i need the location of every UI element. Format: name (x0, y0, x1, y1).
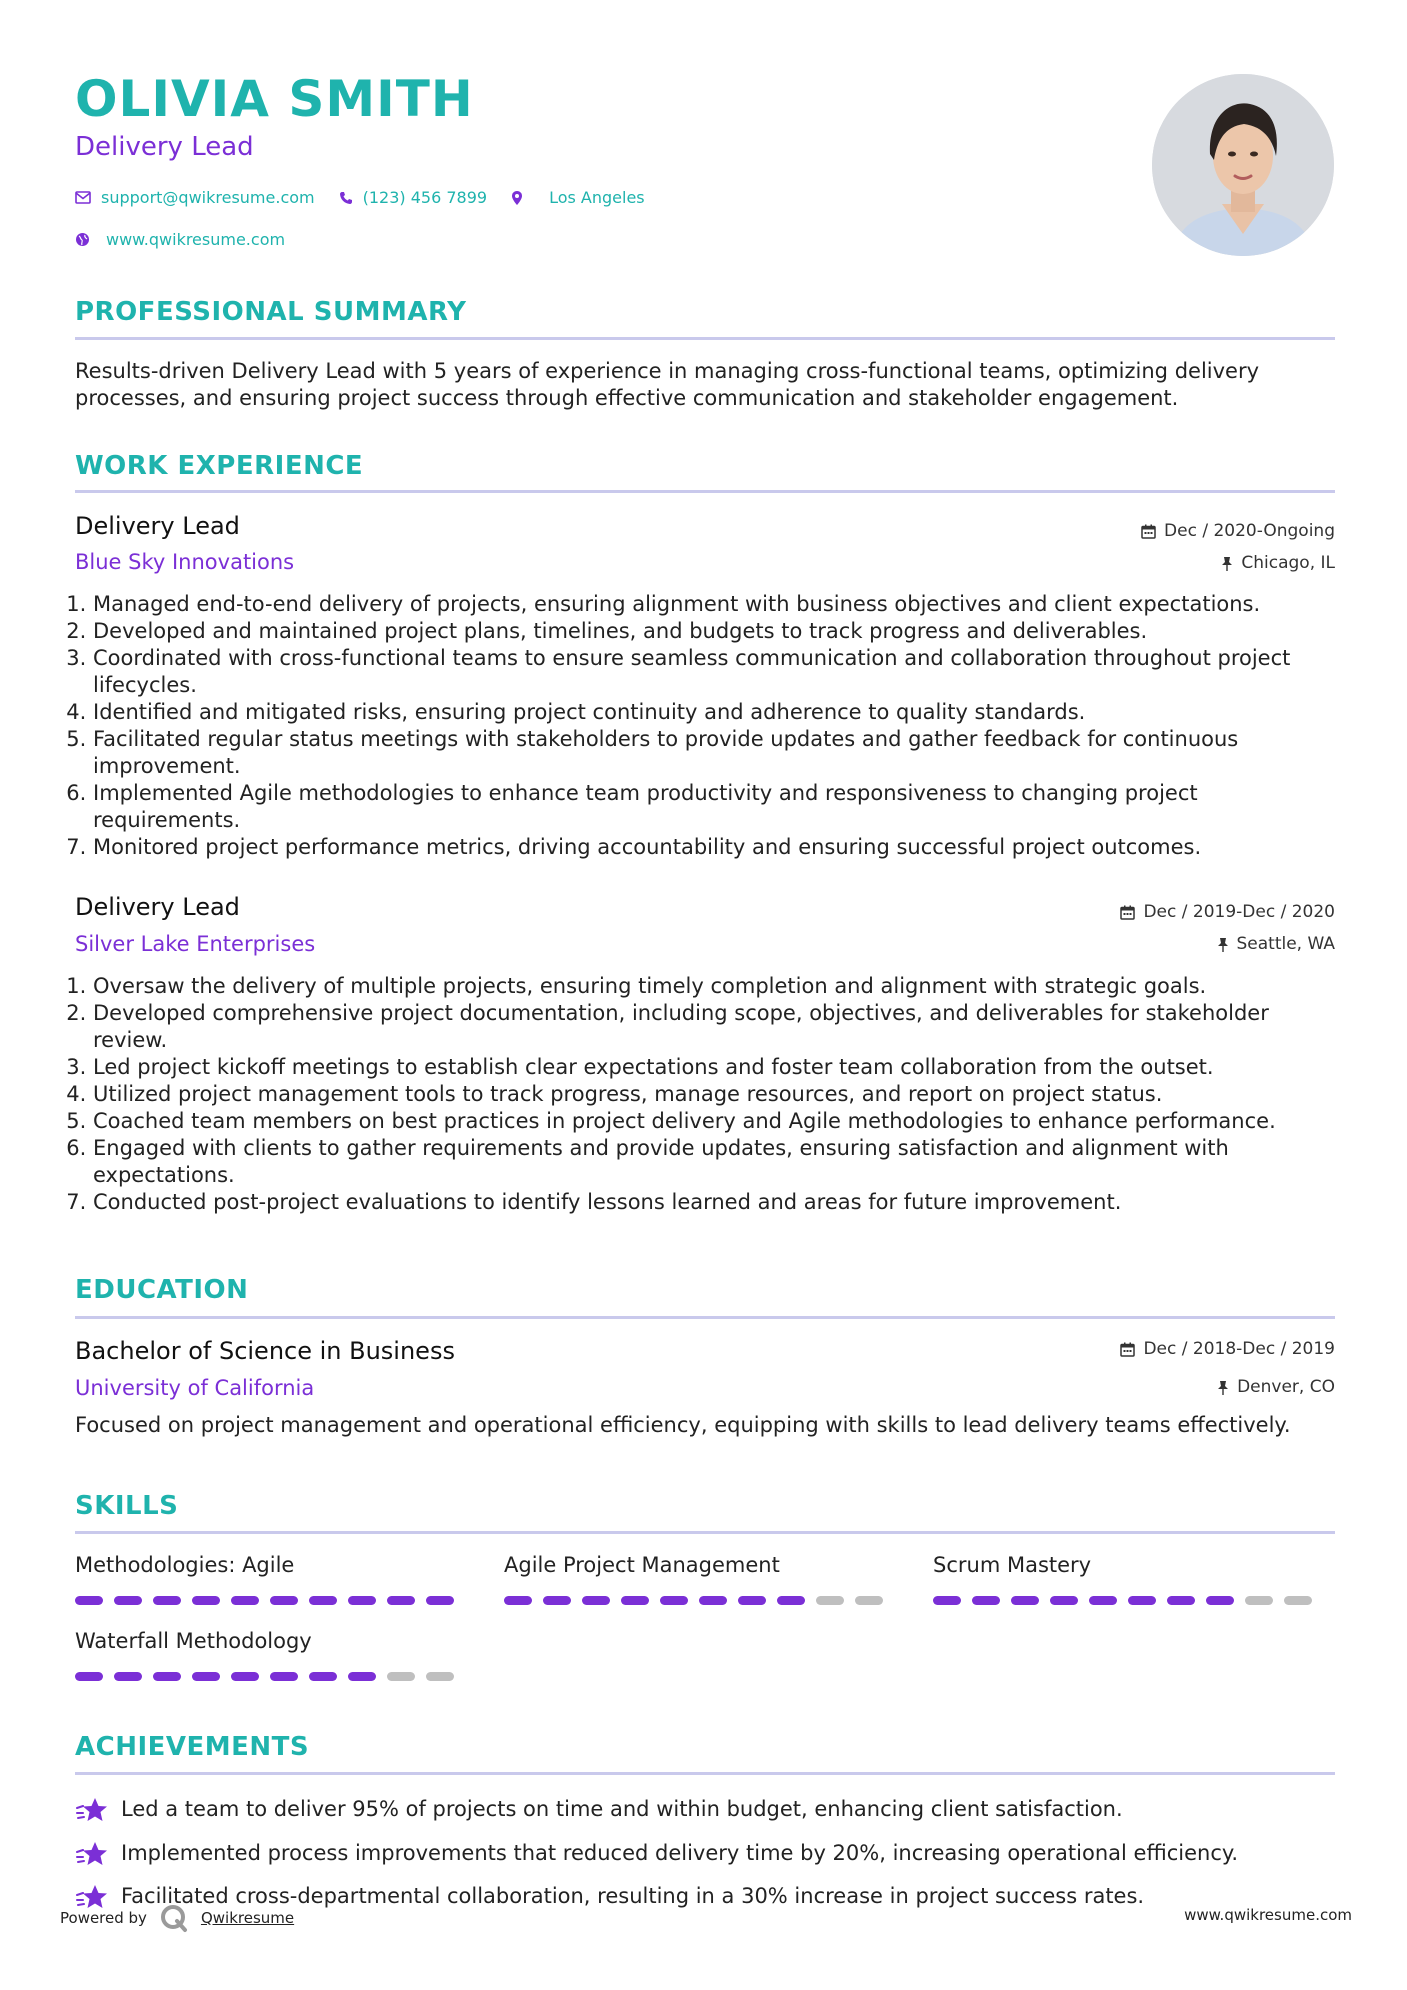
achievement-text: Implemented process improvements that reduced delivery time by 20%, increasing operational efficiency. (121, 1841, 1239, 1866)
map-pin-icon (511, 190, 523, 206)
list-item: 6. Implemented Agile methodologies to enhance team productivity and responsiveness to changing project requirements. (93, 780, 1343, 834)
skill-dash-filled (348, 1672, 376, 1681)
skill-dash-empty (855, 1596, 883, 1605)
achievement-item (75, 1840, 1238, 1868)
location-text: Los Angeles (549, 188, 645, 207)
list-item: 2. Developed comprehensive project documentation, including scope, objectives, and deliverables for stakeholder review. (93, 1000, 1343, 1054)
list-item: 3. Coordinated with cross-functional teams to ensure seamless communication and collaboration throughout project lifecycles. (93, 645, 1343, 699)
skill-dash-filled (231, 1596, 259, 1605)
skill-level-bar (75, 1672, 454, 1681)
skill-dash-empty (1284, 1596, 1312, 1605)
phone-icon (339, 191, 353, 205)
skill-label: Agile Project Management (504, 1553, 780, 1577)
job-company: Blue Sky Innovations (75, 550, 295, 574)
skill-dash-filled (660, 1596, 688, 1605)
skill-level-bar (504, 1596, 883, 1605)
list-item: 1. Oversaw the delivery of multiple projects, ensuring timely completion and alignment with strategic goals. (93, 973, 1343, 1000)
pushpin-icon (1217, 1380, 1229, 1395)
job-dates (1141, 521, 1335, 541)
skill-dash-filled (192, 1672, 220, 1681)
skill-dash-filled (348, 1596, 376, 1605)
skill-dash-filled (1167, 1596, 1195, 1605)
skill-item (504, 1553, 883, 1605)
skill-dash-filled (426, 1596, 454, 1605)
skill-dash-filled (153, 1596, 181, 1605)
skill-dash-filled (114, 1596, 142, 1605)
skill-dash-filled (738, 1596, 766, 1605)
skill-dash-filled (192, 1596, 220, 1605)
achievement-text: Facilitated cross-departmental collaboration, resulting in a 30% increase in project success rates. (121, 1884, 1145, 1909)
skill-dash-filled (504, 1596, 532, 1605)
skill-dash-filled (933, 1596, 961, 1605)
footer-site[interactable]: www.qwikresume.com (1184, 1906, 1352, 1924)
summary-heading: PROFESSIONAL SUMMARY (75, 297, 467, 327)
skill-dash-filled (543, 1596, 571, 1605)
skill-dash-filled (270, 1672, 298, 1681)
footer-branding (60, 1903, 294, 1933)
list-item: 2. Developed and maintained project plans, timelines, and budgets to track progress and deliverables. (93, 618, 1343, 645)
education-dates (1120, 1339, 1335, 1359)
education-location-text: Denver, CO (1237, 1377, 1335, 1397)
achievement-item (75, 1796, 1123, 1824)
skill-dash-filled (1011, 1596, 1039, 1605)
job-company: Silver Lake Enterprises (75, 932, 316, 956)
calendar-icon (1120, 1342, 1135, 1357)
job-location-text: Chicago, IL (1241, 553, 1335, 573)
skill-dash-filled (1206, 1596, 1234, 1605)
powered-by-text: Powered by (60, 1909, 147, 1927)
experience-heading: WORK EXPERIENCE (75, 451, 364, 481)
skill-level-bar (933, 1596, 1312, 1605)
education-location (1217, 1377, 1335, 1397)
skills-heading: SKILLS (75, 1491, 179, 1521)
job-bullets (70, 591, 1343, 861)
summary-divider (75, 337, 1335, 340)
skill-dash-filled (1089, 1596, 1117, 1605)
list-item: 4. Utilized project management tools to track progress, manage resources, and report on project status. (93, 1081, 1343, 1108)
star-badge-icon (75, 1796, 109, 1824)
candidate-name: OLIVIA SMITH (75, 70, 474, 128)
skill-dash-filled (75, 1672, 103, 1681)
education-heading: EDUCATION (75, 1275, 249, 1305)
job-location (1221, 553, 1335, 573)
list-item: 5. Facilitated regular status meetings with stakeholders to provide updates and gather feedback for continuous improvement. (93, 726, 1343, 780)
education-dates-text: Dec / 2018-Dec / 2019 (1143, 1339, 1335, 1359)
skill-dash-filled (387, 1596, 415, 1605)
email-link[interactable]: support@qwikresume.com (101, 188, 315, 207)
achievements-divider (75, 1772, 1335, 1775)
phone-number[interactable]: (123) 456 7899 (362, 188, 488, 207)
skill-dash-filled (621, 1596, 649, 1605)
job-title: Delivery Lead (75, 512, 240, 540)
calendar-icon (1120, 905, 1135, 920)
education-description: Focused on project management and operational efficiency, equipping with skills to lead delivery teams effectively. (75, 1413, 1291, 1437)
job-location-text: Seattle, WA (1236, 934, 1335, 954)
qwikresume-logo-icon (159, 1903, 189, 1933)
skill-label: Waterfall Methodology (75, 1629, 312, 1653)
skill-dash-filled (309, 1596, 337, 1605)
skill-level-bar (75, 1596, 454, 1605)
skill-dash-empty (426, 1672, 454, 1681)
skill-item (75, 1553, 454, 1605)
contact-row (75, 188, 645, 207)
job-location (1217, 934, 1336, 954)
experience-divider (75, 490, 1335, 493)
list-item: 4. Identified and mitigated risks, ensuring project continuity and adherence to quality standards. (93, 699, 1343, 726)
skill-label: Scrum Mastery (933, 1553, 1092, 1577)
skill-item (75, 1629, 454, 1681)
job-bullets (70, 973, 1343, 1216)
brand-link[interactable]: Qwikresume (200, 1909, 295, 1927)
envelope-icon (75, 191, 91, 204)
profile-photo (1152, 74, 1334, 256)
list-item: 6. Engaged with clients to gather requirements and provide updates, ensuring satisfaction and alignment with expectations. (93, 1135, 1343, 1189)
list-item: 3. Led project kickoff meetings to establish clear expectations and foster team collaboration from the outset. (93, 1054, 1343, 1081)
skill-dash-filled (231, 1672, 259, 1681)
education-divider (75, 1316, 1335, 1319)
pushpin-icon (1217, 937, 1229, 952)
website-row (75, 230, 285, 249)
skill-dash-filled (972, 1596, 1000, 1605)
globe-icon (75, 232, 90, 247)
pushpin-icon (1221, 556, 1233, 571)
list-item: 1. Managed end-to-end delivery of projects, ensuring alignment with business objectives and client expectations. (93, 591, 1343, 618)
skill-dash-empty (816, 1596, 844, 1605)
skill-dash-filled (1128, 1596, 1156, 1605)
skill-dash-filled (582, 1596, 610, 1605)
skill-dash-empty (1245, 1596, 1273, 1605)
website-link[interactable]: www.qwikresume.com (106, 230, 286, 249)
achievements-heading: ACHIEVEMENTS (75, 1732, 310, 1762)
skill-dash-filled (270, 1596, 298, 1605)
job-dates-text: Dec / 2020-Ongoing (1164, 521, 1335, 541)
calendar-icon (1141, 524, 1156, 539)
job-title: Delivery Lead (75, 893, 240, 921)
skill-dash-filled (153, 1672, 181, 1681)
skill-label: Methodologies: Agile (75, 1553, 295, 1577)
skill-dash-filled (1050, 1596, 1078, 1605)
skill-dash-filled (114, 1672, 142, 1681)
skill-dash-empty (387, 1672, 415, 1681)
candidate-role: Delivery Lead (75, 132, 254, 162)
list-item: 5. Coached team members on best practices in project delivery and Agile methodologies to enhance performance. (93, 1108, 1343, 1135)
skill-dash-filled (309, 1672, 337, 1681)
list-item: 7. Monitored project performance metrics, driving accountability and ensuring successful project outcomes. (93, 834, 1343, 861)
star-badge-icon (75, 1840, 109, 1868)
summary-text: Results-driven Delivery Lead with 5 years of experience in managing cross-functional teams, optimizing delivery processes, and ensuring project success through effective communication and stakeholder engagement. (75, 359, 1260, 410)
job-dates (1120, 902, 1335, 922)
skill-dash-filled (699, 1596, 727, 1605)
skill-item (933, 1553, 1312, 1605)
skill-dash-filled (777, 1596, 805, 1605)
job-dates-text: Dec / 2019-Dec / 2020 (1143, 902, 1335, 922)
school-name: University of California (75, 1376, 315, 1400)
skills-divider (75, 1531, 1335, 1534)
degree-title: Bachelor of Science in Business (75, 1337, 455, 1365)
skill-dash-filled (75, 1596, 103, 1605)
achievement-text: Led a team to deliver 95% of projects on time and within budget, enhancing client satisfaction. (121, 1797, 1123, 1822)
list-item: 7. Conducted post-project evaluations to identify lessons learned and areas for future improvement. (93, 1189, 1343, 1216)
